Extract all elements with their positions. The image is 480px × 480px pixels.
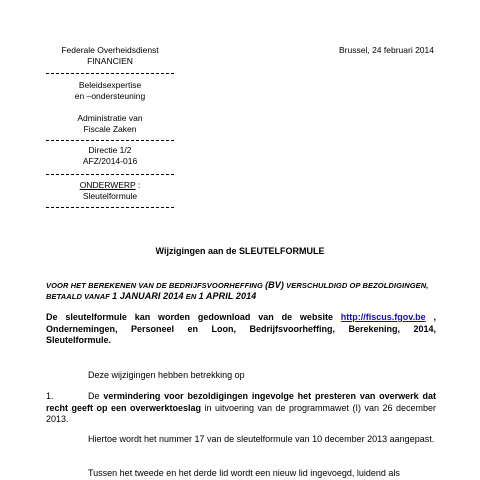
subject-label: ONDERWERP	[79, 180, 136, 190]
intro-bv: (BV)	[265, 280, 284, 290]
subject-line	[46, 180, 174, 191]
intro-date2: 1 APRIL 2014	[198, 291, 257, 301]
intro-line2	[46, 291, 436, 302]
hiertoe-paragraph: Hiertoe wordt het nummer 17 van de sleutelformule van 10 december 2013 aangepast.	[88, 434, 435, 444]
download-text: De sleutelformule kan worden gedownload van de website	[46, 312, 341, 322]
divider	[46, 207, 174, 208]
item-text: in uitvoering van de programmawet (I) van 26 december 2013.	[46, 402, 436, 424]
item-text: De	[88, 391, 104, 401]
divider	[46, 73, 174, 74]
intro-text: BETAALD VANAF	[46, 292, 113, 301]
divider	[46, 174, 174, 175]
dept-block	[46, 80, 174, 102]
download-text: , Ondernemingen, Personeel en Loon, Bedrijfsvoorheffing, Berekening, 2014, Sleutelformule.	[46, 312, 436, 345]
download-paragraph	[46, 312, 436, 347]
tussen-paragraph: Tussen het tweede en het derde lid wordt een nieuw lid ingevoegd, luidend als	[88, 468, 400, 478]
org-block	[46, 45, 174, 67]
subject-block	[46, 180, 174, 202]
dir-line1: Directie 1/2	[88, 145, 132, 155]
org-line1: Federale Overheidsdienst	[61, 45, 159, 55]
document-title: Wijzigingen aan de SLEUTELFORMULE	[155, 246, 325, 256]
divider	[46, 140, 174, 141]
intro-paragraph	[46, 280, 436, 302]
changes-intro: Deze wijzigingen hebben betrekking op	[88, 370, 245, 380]
dept-line1: Beleidsexpertise	[78, 80, 142, 90]
intro-line1	[46, 280, 436, 291]
item-paragraph	[46, 391, 436, 426]
place-date: Brussel, 24 februari 2014	[339, 45, 434, 55]
intro-text: VOOR HET BEREKENEN VAN DE BEDRIJFSVOORHEFFING	[46, 281, 266, 290]
dir-block	[46, 145, 174, 167]
org-line2: FINANCIEN	[87, 56, 133, 66]
intro-text: VERSCHULDIGD OP BEZOLDIGINGEN,	[283, 281, 429, 290]
admin-block	[46, 113, 174, 135]
admin-line1: Administratie van	[77, 113, 143, 123]
subject-colon: :	[135, 180, 141, 190]
admin-line2: Fiscale Zaken	[83, 124, 137, 134]
subject-value: Sleutelformule	[82, 191, 138, 201]
item-bold-text: vermindering voor bezoldigingen ingevolge het presteren van overwerk dat recht geeft op een overwerktoeslag	[46, 391, 437, 413]
intro-date1: 1 JANUARI 2014	[112, 291, 184, 301]
dept-line2: en –ondersteuning	[74, 91, 146, 101]
intro-text: EN	[183, 292, 199, 301]
website-link[interactable]: http://fiscus.fgov.be	[340, 312, 426, 322]
dir-line2: AFZ/2014-016	[82, 156, 138, 166]
item-number: 1.	[46, 391, 54, 401]
